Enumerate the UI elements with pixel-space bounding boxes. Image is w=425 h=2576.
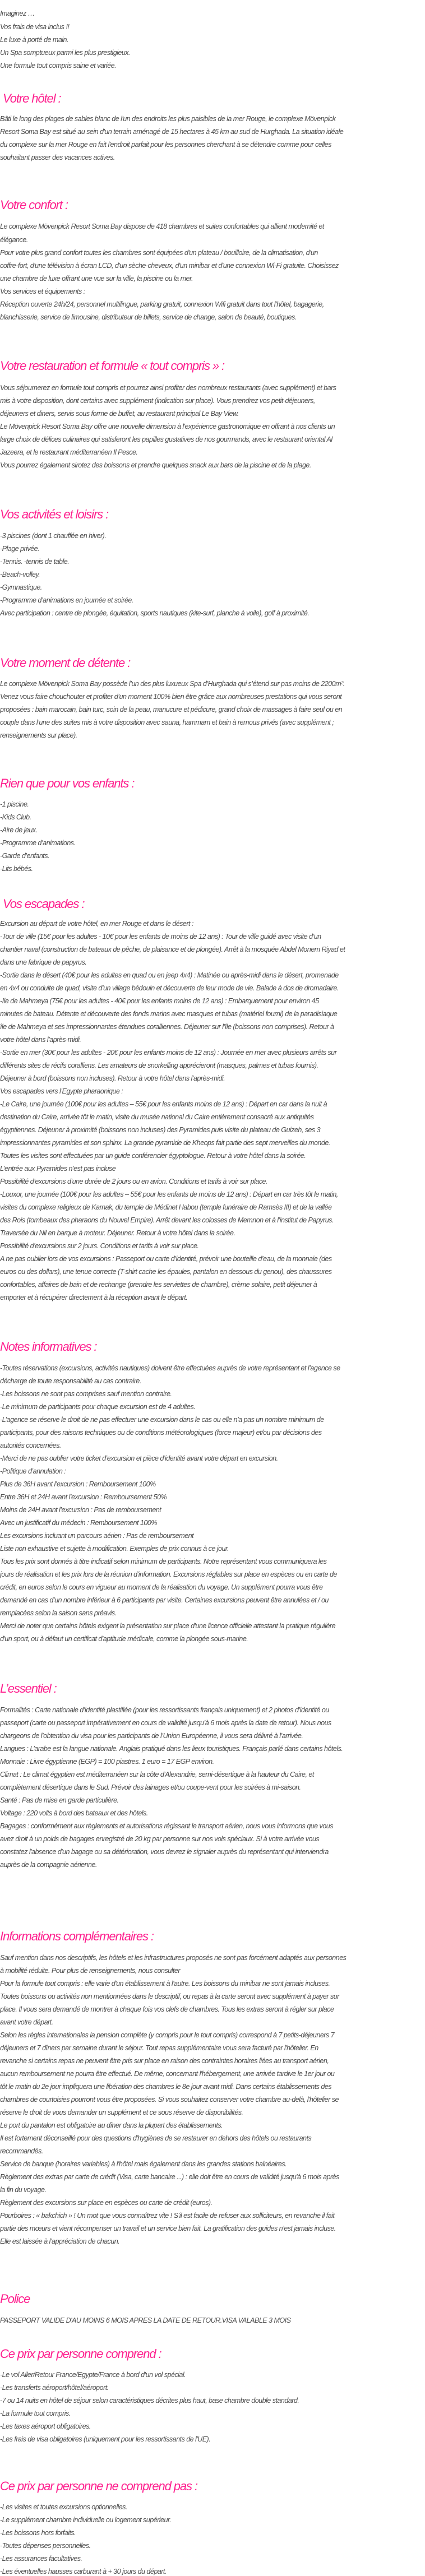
dining-line: mis à votre disposition, dont certains avec supplément (indication sur place). Vous prendrez vos petit-déjeuners, <box>0 397 315 405</box>
dining-line: Le Mövenpick Resort Soma Bay offre une nouvelle dimension à l'expérience gastronomique en offrant à nos clients un <box>0 423 335 430</box>
escapes-line: -Sortie dans le désert (40€ pour les adultes en quad ou en jeep 4x4) : Matinée ou après-midi dans le désert, promenade <box>0 971 339 979</box>
section-title-not-included: Ce prix par personne ne comprend pas : <box>0 2479 197 2493</box>
section-title-relax: Votre moment de détente : <box>0 656 131 670</box>
escapes-line: L’entrée aux Pyramides n’est pas incluse <box>0 1165 116 1173</box>
escapes-line: impressionnantes pyramides et son sphinx. La grande pyramide de Kheops fait partie des sept merveilles du monde. <box>0 1139 330 1147</box>
kids-line: -Kids Club. <box>0 813 31 821</box>
kids-line: -Aire de jeux. <box>0 826 38 834</box>
not-included-line: -Les boissons hors forfaits. <box>0 2529 76 2537</box>
escapes-line: Traversée du Nil en barque à moteur. Déjeuner. Retour à votre hôtel dans la soirée. <box>0 1229 235 1237</box>
relax-line: couple dans l’une des suites mis à votre disposition avec sauna, hammam et bain à remous privés (avec supplément ; <box>0 719 334 726</box>
section-title-essentials: L’essentiel : <box>0 1681 57 1695</box>
comfort-line: Pour votre plus grand confort toutes les chambres sont équipées d'un plateau / bouilloire, de la climatisation, d'un <box>0 249 318 257</box>
activities-line: -Programme d’animations en journée et soirée. <box>0 596 133 604</box>
included-line: -Les transferts aéroport/hôtel/aéroport. <box>0 2384 109 2392</box>
escapes-line: Vos escapades vers l’Egypte pharaonique : <box>0 1087 123 1095</box>
escapes-line: -Ile de Mahmeya (75€ pour les adultes - 40€ pour les enfants moins de 12 ans) : Embarquement pour environ 45 <box>0 997 319 1005</box>
not-included-line: -Les visites et toutes excursions optionnelles. <box>0 2503 127 2511</box>
kids-line: -Garde d’enfants. <box>0 852 49 860</box>
escapes-line: Excursion au départ de votre hôtel, en mer Rouge et dans le désert : <box>0 920 193 928</box>
notes-line: Moins de 24H avant l’excursion : Pas de remboursement <box>0 1506 161 1514</box>
notes-line: Liste non exhaustive et sujette à modification. Exemples de prix connus à ce jour. <box>0 1545 229 1553</box>
intro-line: Une formule tout compris saine et variée. <box>0 62 117 70</box>
dining-line: Vous séjournerez en formule tout compris et pourrez ainsi profiter des nombreux restaurants (avec supplément) et bars <box>0 384 336 392</box>
essentials-line: complètement désertique dans le Sud. Prévoir des lainages et/ou coupe-vent pour les soirées à mi-saison. <box>0 1783 301 1791</box>
notes-line: crédit, en euros selon le cours en vigueur au moment de la réalisation du voyage. Un supplément pourra vous être <box>0 1583 323 1591</box>
notes-line: -L’agence se réserve le droit de ne pas effectuer une excursion dans le cas ou elle n’a pas un nombre minimum de <box>0 1416 324 1424</box>
escapes-line: des Rois (tombeaux des pharaons du Nouvel Empire). Arrêt devant les colosses de Memnon et à l’institut de Papyrus. <box>0 1216 334 1224</box>
extra-info-line: place. Il vous sera demandé de montrer à chaque fois vos clefs de chambres. Tous les extras seront à régler sur place <box>0 2005 334 2013</box>
notes-line: Plus de 36H avant l’excursion : Remboursement 100% <box>0 1480 156 1488</box>
essentials-line: Voltage : 220 volts à bord des bateaux et des hôtels. <box>0 1809 148 1817</box>
comfort-line: Réception ouverte 24h/24, personnel multilingue, parking gratuit, connexion Wifi gratuit dans tout l’hôtel, bagagerie, <box>0 300 324 308</box>
extra-info-line: Elle est laissée à l’appréciation de chacun. <box>0 2237 120 2245</box>
hotel-line: du complexe sur la mer Rouge en fait l'endroit parfait pour les personnes cherchant à se détendre comme pour celles <box>0 141 331 149</box>
kids-line: -Lits bébés. <box>0 865 33 873</box>
escapes-line: différents sites de récifs coralliens. Les amateurs de snorkelling apprécieront (masques, palmes et tubas fournis). <box>0 1062 318 1069</box>
section-title-police: Police <box>0 2292 30 2306</box>
activities-line: -Plage privée. <box>0 545 40 553</box>
essentials-line: Monnaie : Livre égyptienne (EGP) = 100 piastres. 1 euro = 17 EGP environ. <box>0 1758 214 1766</box>
notes-line: -Politique d’annulation : <box>0 1467 66 1475</box>
section-title-comfort: Votre confort : <box>0 198 68 212</box>
extra-info-line: la fin du voyage. <box>0 2186 47 2194</box>
dining-line: large choix de délices culinaires qui satisferont les papilles gustatives de nos gourmands, avec le restaurant oriental Al <box>0 435 332 443</box>
escapes-line: -Sortie en mer (30€ pour les adultes - 20€ pour les enfants moins de 12 ans) : Journée en mer avec plusieurs arrêts sur <box>0 1049 337 1057</box>
escapes-line: euros ou des dollars), une tenue correcte (T-shirt cache les épaules, pantalon en dessous du genou), des chaussures <box>0 1268 332 1276</box>
notes-line: -Merci de ne pas oublier votre ticket d’excursion et pièce d’identité avant votre départ en excursion. <box>0 1454 278 1462</box>
extra-info-line: Sauf mention dans nos descriptifs, les hôtels et les infrastructures proposés ne sont pas forcément adaptés aux personnes <box>0 1954 347 1962</box>
essentials-line: auprès de la compagnie aérienne. <box>0 1861 97 1869</box>
hotel-line: Bâti le long des plages de sables blanc de l'un des endroits les plus paisibles de la mer Rouge, le complexe Mövenpick <box>0 115 336 123</box>
comfort-line: blanchisserie, service de limousine, distributeur de billets, service de change, salon de beauté, boutiques. <box>0 313 297 321</box>
comfort-line: Vos services et équipements : <box>0 288 85 295</box>
extra-info-line: aucun remboursement ne pourra être effectué. De même, concernant l'hébergement, une arrivée tardive le 1er jour ou <box>0 2070 335 2078</box>
notes-line: Avec un justificatif du médecin : Remboursement 100% <box>0 1519 157 1527</box>
activities-line: -Tennis. -tennis de table. <box>0 558 70 566</box>
notes-line: -Le minimum de participants pour chaque excursion est de 4 adultes. <box>0 1403 196 1411</box>
activities-line: -Beach-volley. <box>0 571 40 578</box>
extra-info-line: chambres de courtoisies pourront vous être proposées. Si vous souhaitez conserver votre chambre au-delà, l'hôtelier se <box>0 2096 339 2104</box>
activities-line: -Gymnastique. <box>0 583 42 591</box>
extra-info-line: à mobilité réduite. Pour plus de renseignements, nous consulter <box>0 1967 180 1975</box>
extra-info-line: tôt le matin du 2e jour impliquera une libération des chambres le 8e jour avant midi. Dans certains établissements des <box>0 2083 332 2091</box>
extra-info-line: revanche si certains repas ne peuvent être pris sur place en raison des contraintes horaires liées au transport aérien, <box>0 2057 329 2065</box>
extra-info-line: Règlement des extras par carte de crédit (Visa, carte bancaire ...) : elle doit être en cours de validité jusqu'à 6 mois après <box>0 2173 339 2181</box>
escapes-line: dans une fabrique de papyrus. <box>0 958 87 966</box>
notes-line: participants, pour des raisons techniques ou de conditions météorologiques (force majeur) et/ou par décisions des <box>0 1429 322 1437</box>
extra-info-line: Toutes boissons ou activités non mentionnées dans le descriptif, ou repas à la carte seront avec supplément à payer sur <box>0 1993 339 2000</box>
police-line: PASSEPORT VALIDE D'AU MOINS 6 MOIS APRES LA DATE DE RETOUR.VISA VALABLE 3 MOIS <box>0 2316 291 2324</box>
not-included-line: -Les éventuelles hausses carburant à + 30 jours du départ. <box>0 2568 167 2575</box>
escapes-line: île de Mahmeya et ses impressionnantes étendues coralliennes. Déjeuner sur l’île (boissons non comprises). Retour à <box>0 1023 334 1031</box>
extra-info-line: Pourboires : « bakchich » ! Un mot que vous connaîtrez vite ! S’il est facile de refuser aux solliciteurs, en revanche il fait <box>0 2212 335 2220</box>
escapes-line: égyptiennes. Déjeuner à proximité (boissons non incluses) des Pyramides puis visite du plateau de Guizeh, ses 3 <box>0 1126 321 1134</box>
dining-line: déjeuners et diners, servis sous forme de buffet, au restaurant principal Le Bay View. <box>0 410 239 418</box>
escapes-line: destination du Caire, arrivée tôt le matin, visite du musée national du Caire entièrement consacré aux antiquités <box>0 1113 314 1121</box>
section-title-kids: Rien que pour vos enfants : <box>0 776 135 790</box>
escapes-line: en 4x4 ou conduite de quad, visite d’un village bédouin et découverte de leur mode de vie. Balade à dos de dromadaire. <box>0 984 339 992</box>
extra-info-line: déjeuners et 7 dîners par semaine durant le séjour. Tout repas supplémentaire vous sera facturé par l'hôtelier. En <box>0 2044 318 2052</box>
comfort-line: Le complexe Mövenpick Resort Soma Bay dispose de 418 chambres et suites confortables qui allient modernité et <box>0 223 324 230</box>
notes-line: Entre 36H et 24H avant l’excursion : Remboursement 50% <box>0 1493 167 1501</box>
relax-line: renseignements sur place). <box>0 731 77 739</box>
escapes-line: votre hôtel dans l’après-midi. <box>0 1036 81 1044</box>
dining-line: Jazeera, et le restaurant méditerranéen Il Pesce. <box>0 448 138 456</box>
essentials-line: constatez l'absence d'un bagage ou sa détérioration, vous devrez le signaler auprès du représentant qui interviendra <box>0 1848 329 1856</box>
essentials-line: avez droit à un poids de bagages enregistré de 20 kg par personne sur nos vols spéciaux. Si à votre arrivée vous <box>0 1835 320 1843</box>
intro-line: Un Spa somptueux parmi les plus prestigieux. <box>0 49 130 57</box>
escapes-line: Déjeuner à bord (boissons non incluses). Retour à votre hôtel dans l’après-midi. <box>0 1074 225 1082</box>
section-title-extra-info: Informations complémentaires : <box>0 1929 154 1943</box>
essentials-line: passeport (carte ou passeport impérativement en cours de validité jusqu’à 6 mois après la date de retour). Nous nous <box>0 1719 331 1727</box>
included-line: -7 ou 14 nuits en hôtel de séjour selon caractéristiques décrites plus haut, base chambre double standard. <box>0 2397 299 2404</box>
extra-info-line: Règlement des excursions sur place en espèces ou carte de crédit (euros). <box>0 2199 212 2207</box>
comfort-line: élégance. <box>0 236 28 244</box>
essentials-line: Santé : Pas de mise en garde particulière. <box>0 1796 119 1804</box>
relax-line: Venez vous faire chouchouter et profiter d’un moment 100% bien être grâce aux nombreuses prestations qui vous seront <box>0 693 342 701</box>
not-included-line: -Toutes dépenses personnelles. <box>0 2542 91 2550</box>
section-title-included: Ce prix par personne comprend : <box>0 2347 161 2361</box>
notes-line: remplacées selon la saison sans préavis. <box>0 1609 117 1617</box>
relax-line: proposées : bain marocain, bain turc, soin de la peau, manucure et pédicure, grand choix de massages à faire seul ou en <box>0 706 343 714</box>
extra-info-line: Le port du pantalon est obligatoire au dîner dans la plupart des établissements. <box>0 2121 223 2129</box>
essentials-line: Climat : Le climat égyptien est méditerranéen sur la côte d'Alexandrie, semi-désertique à la hauteur du Caire, et <box>0 1771 314 1778</box>
escapes-line: -Louxor, une journée (100€ pour les adultes – 55€ pour les enfants de moins de 12 ans) : Départ en car très tôt le matin, <box>0 1190 338 1198</box>
section-title-escapes: Vos escapades : <box>3 897 85 911</box>
section-title-hotel: Votre hôtel : <box>3 91 61 105</box>
escapes-line: Toutes les visites sont effectuées par un guide conférencier égyptologue. Retour à votre hôtel dans la soirée. <box>0 1152 306 1160</box>
escapes-line: Possibilité d’excursions d’une durée de 2 jours ou en avion. Conditions et tarifs à voir sur place. <box>0 1178 267 1185</box>
extra-info-line: Pour la formule tout compris : elle varie d'un établissement à l'autre. Les boissons du minibar ne sont jamais incluses. <box>0 1980 330 1987</box>
section-title-dining: Votre restauration et formule « tout compris » : <box>0 359 225 373</box>
activities-line: Avec participation : centre de plongée, équitation, sports nautiques (kite-surf, planche à voile), golf à proximité. <box>0 609 309 617</box>
comfort-line: coffre-fort, d'une télévision à écran LCD, d'un sèche-cheveux, d'un minibar et d'une connexion Wi-Fi gratuite. Choisissez <box>0 262 339 270</box>
extra-info-line: recommandés. <box>0 2147 43 2155</box>
included-line: -Le vol Aller/Retour France/Egypte/France à bord d'un vol spécial. <box>0 2371 186 2379</box>
relax-line: Le complexe Mövenpick Soma Bay possède l’un des plus luxueux Spa d’Hurghada qui s’étend sur pas moins de 2200m². <box>0 680 345 688</box>
extra-info-line: Service de banque (horaires variables) à l'hôtel mais également dans les grandes stations balnéaires. <box>0 2160 287 2168</box>
notes-line: Merci de noter que certains hôtels exigent la présentation sur place d'une licence officielle attestant la pratique régulière <box>0 1622 336 1630</box>
intro-line: Imaginez … <box>0 10 35 17</box>
escapes-line: minutes de bateau. Détente et découverte des fonds marins avec masques et tubas (matériel fourni) de la paradisiaque <box>0 1010 338 1018</box>
essentials-line: Langues : L’arabe est la langue nationale. Anglais pratiqué dans les lieux touristiques. Français parlé dans certains hôtels. <box>0 1745 343 1753</box>
hotel-line: souhaitant passer des vacances actives. <box>0 154 115 161</box>
extra-info-line: Il est fortement déconseillé pour des questions d'hygiènes de se restaurer en dehors des hôtels ou restaurants <box>0 2134 312 2142</box>
escapes-line: -Tour de ville (15€ pour les adultes - 10€ pour les enfants de moins de 12 ans) : Tour de ville guidé avec visite d’un <box>0 933 321 940</box>
essentials-line: Formalités : Carte nationale d’identité plastifiée (pour les ressortissants français uniquement) et 2 photos d’identité ou <box>0 1706 329 1714</box>
extra-info-line: réserve le droit de vous demander un supplément et ce sous réserve de disponibilités. <box>0 2109 243 2116</box>
escapes-line: Possibilité d’excursions sur 2 jours. Conditions et tarifs à voir sur place. <box>0 1242 199 1250</box>
included-line: -La formule tout compris. <box>0 2410 71 2417</box>
intro-line: Vos frais de visa inclus !! <box>0 23 70 31</box>
included-line: -Les taxes aéroport obligatoires. <box>0 2422 91 2430</box>
notes-line: Les excursions incluant un parcours aérien : Pas de remboursement <box>0 1532 194 1540</box>
extra-info-line: avant votre départ. <box>0 2018 53 2026</box>
essentials-line: chargeons de l’obtention du visa pour les participants de l’Union Européenne, il vous sera délivré à l’arrivée. <box>0 1732 303 1740</box>
included-line: -Les frais de visa obligatoires (uniquement pour les ressortissants de l'UE). <box>0 2435 211 2443</box>
notes-line: décharge de toute responsabilité au cas contraire. <box>0 1377 141 1385</box>
extra-info-line: Selon les règles internationales la pension complète (y compris pour le tout compris) correspond à 7 petits-déjeuners 7 <box>0 2031 335 2039</box>
notes-line: -Toutes réservations (excursions, activités nautiques) doivent être effectuées auprès de votre représentant et l’agence se <box>0 1364 340 1372</box>
escapes-line: confortables, affaires de bain et de rechange (prendre les serviettes de chambre), crème solaire, petit déjeuner à <box>0 1281 317 1289</box>
escapes-line: -Le Caire, une journée (100€ pour les adultes – 55€ pour les enfants moins de 12 ans) : Départ en car dans la nuit à <box>0 1100 327 1108</box>
essentials-line: Bagages : conformément aux règlements et autorisations régissant le transport aérien, nous vous informons que vous <box>0 1822 333 1830</box>
kids-line: -1 piscine. <box>0 800 29 808</box>
section-title-activities: Vos activités et loisirs : <box>0 507 109 521</box>
hotel-line: Resort Soma Bay est situé au sein d'un terrain aménagé de 15 hectares à 45 km au sud de Hurghada. La situation idéale <box>0 128 344 136</box>
notes-line: jours de réalisation et les prix lors de la réunion d’information. Excursions réglables sur place en espèces ou en carte de <box>0 1570 337 1578</box>
not-included-line: -Les assurances facultatives. <box>0 2555 82 2563</box>
activities-line: -3 piscines (dont 1 chauffée en hiver). <box>0 532 107 540</box>
notes-line: Tous les prix sont donnés à titre indicatif selon minimum de participants. Notre représentant vous communiquera les <box>0 1558 327 1565</box>
notes-line: -Les boissons ne sont pas comprises sauf mention contraire. <box>0 1390 172 1398</box>
section-title-notes: Notes informatives : <box>0 1340 97 1354</box>
escapes-line: A ne pas oublier lors de vos excursions : Passeport ou carte d’identité, prévoir une bouteille d’eau, de la monnaie (des <box>0 1255 332 1263</box>
escapes-line: visites du complexe religieux de Karnak, du temple de Médinet Habou (temple funéraire de Ramsès III) et de la vallée <box>0 1203 332 1211</box>
escapes-line: chantier naval (construction de bateaux de pêche, de plaisance et de plongée). Arrêt à la mosquée Abdel Monem Riyad et <box>0 946 345 953</box>
notes-line: autorités concernées. <box>0 1442 61 1449</box>
escapes-line: emporter et à récupérer directement à la réception avant le départ. <box>0 1294 188 1301</box>
notes-line: demandé en cas d’un nombre inférieur à 6 participants par visite. Certaines excursions peuvent être annulées et / ou <box>0 1596 329 1604</box>
intro-line: Le luxe à porté de main. <box>0 36 68 44</box>
notes-line: d'un sport, ou à défaut un certificat d'aptitude médicale, comme la plongée sous-marine. <box>0 1635 248 1643</box>
comfort-line: une chambre de luxe offrant une vue sur la ville, la piscine ou la mer. <box>0 275 193 282</box>
not-included-line: -Le supplément chambre individuelle ou logement supérieur. <box>0 2516 172 2524</box>
extra-info-line: partie des mœurs et vient récompenser un travail et un service bien fait. La gratification des guides n’est jamais incluse. <box>0 2225 336 2232</box>
kids-line: -Programme d’animations. <box>0 839 76 847</box>
dining-line: Vous pourrez également sirotez des boissons et prendre quelques snack aux bars de la piscine et de la plage. <box>0 461 311 469</box>
